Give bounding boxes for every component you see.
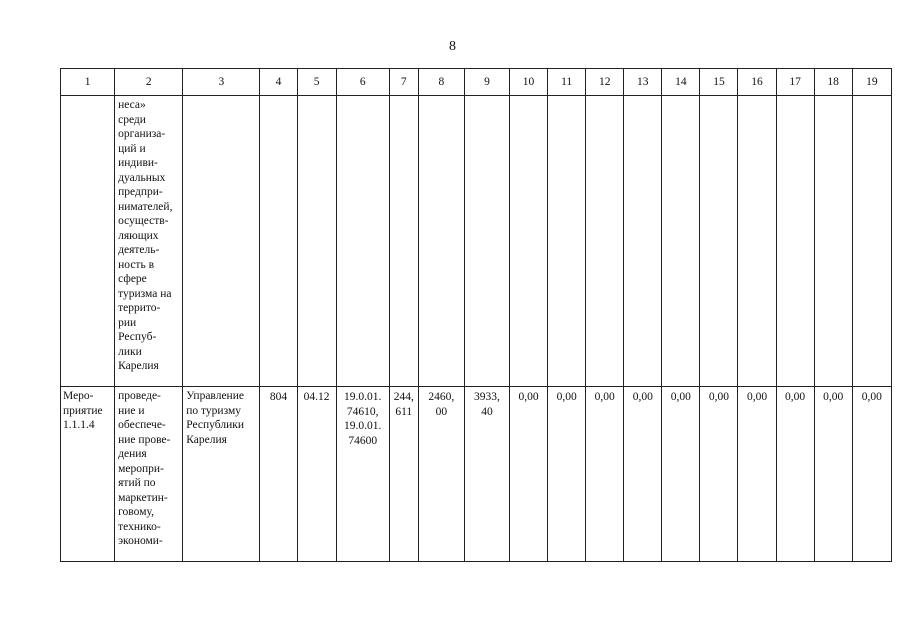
table-cell (586, 96, 624, 387)
table-cell (510, 387, 548, 562)
cell-text: 0,00 (861, 391, 882, 403)
cell-text (61, 96, 114, 98)
cell-text: проведе- ние и обеспече- ние прове- дения меропри- ятий по маркетин- говому, технико- экономи- (118, 390, 171, 547)
table-cell (418, 387, 464, 562)
table-cell (297, 96, 336, 387)
table-cell (586, 387, 624, 562)
header-cell: 5 (297, 69, 336, 96)
cell-text: Меро- приятие 1.1.1.4 (63, 390, 103, 431)
cell-text: 04.12 (303, 391, 330, 403)
cell-text: 2460, 00 (428, 391, 455, 418)
table-cell (464, 387, 509, 562)
table-cell (297, 387, 336, 562)
table-cell (61, 387, 115, 562)
header-cell: 16 (738, 69, 776, 96)
table-cell (389, 387, 418, 562)
header-cell: 9 (464, 69, 509, 96)
table-cell (336, 96, 389, 387)
table-cell (115, 96, 183, 387)
header-cell: 15 (700, 69, 738, 96)
table-cell (464, 96, 509, 387)
table-cell (738, 387, 776, 562)
header-cell: 12 (586, 69, 624, 96)
table-row (61, 96, 892, 387)
cell-text: 19.0.01. 74610, 19.0.01. 74600 (344, 391, 382, 447)
cell-text: 0,00 (556, 391, 577, 403)
table-cell (336, 387, 389, 562)
cell-text: 0,00 (746, 391, 768, 403)
table-cell (260, 387, 297, 562)
table-cell (548, 387, 586, 562)
cell-text: неса» среди организа- ций и индиви- дуальных предпри- нимателей, осуществ- ляющих деятель- ность в сфере туризма на террито- рии Респуб- лики Карелия (118, 99, 173, 372)
header-cell: 7 (389, 69, 418, 96)
cell-text: 244, 611 (393, 391, 414, 418)
table-cell (260, 96, 297, 387)
header-cell: 10 (510, 69, 548, 96)
table-cell (61, 96, 115, 387)
cell-text: 0,00 (823, 391, 844, 403)
table-cell (776, 387, 814, 562)
cell-text: 0,00 (632, 391, 653, 403)
header-cell: 2 (115, 69, 183, 96)
table-cell (624, 96, 662, 387)
cell-text: 0,00 (670, 391, 691, 403)
table-row (61, 387, 892, 562)
header-cell: 19 (852, 69, 891, 96)
cell-text: 0,00 (708, 391, 729, 403)
header-cell: 3 (183, 69, 260, 96)
cell-text: 804 (269, 391, 288, 403)
cell-text: 3933, 40 (474, 391, 500, 418)
header-cell: 6 (336, 69, 389, 96)
table-cell (662, 387, 700, 562)
budget-table (60, 68, 892, 562)
table-cell (662, 96, 700, 387)
header-cell: 13 (624, 69, 662, 96)
table-cell (776, 96, 814, 387)
cell-text: 0,00 (785, 391, 806, 403)
header-cell: 1 (61, 69, 115, 96)
table-cell (510, 96, 548, 387)
cell-text: 0,00 (518, 391, 539, 403)
table-cell (814, 96, 852, 387)
header-cell: 4 (260, 69, 297, 96)
cell-text: 0,00 (594, 391, 615, 403)
header-cell: 18 (814, 69, 852, 96)
table-cell (548, 96, 586, 387)
page-number: 8 (449, 39, 456, 54)
table-cell (183, 96, 260, 387)
header-row (61, 69, 892, 96)
header-cell: 11 (548, 69, 586, 96)
table-cell (738, 96, 776, 387)
table-cell (115, 387, 183, 562)
table-cell (700, 96, 738, 387)
table-cell (418, 96, 464, 387)
header-cell: 17 (776, 69, 814, 96)
table-cell (624, 387, 662, 562)
header-cell: 14 (662, 69, 700, 96)
table-cell (183, 387, 260, 562)
table-cell (852, 96, 891, 387)
table-cell (700, 387, 738, 562)
header-cell: 8 (418, 69, 464, 96)
table-cell (852, 387, 891, 562)
table-cell (814, 387, 852, 562)
table-cell (389, 96, 418, 387)
cell-text: Управление по туризму Республики Карелия (186, 390, 244, 446)
